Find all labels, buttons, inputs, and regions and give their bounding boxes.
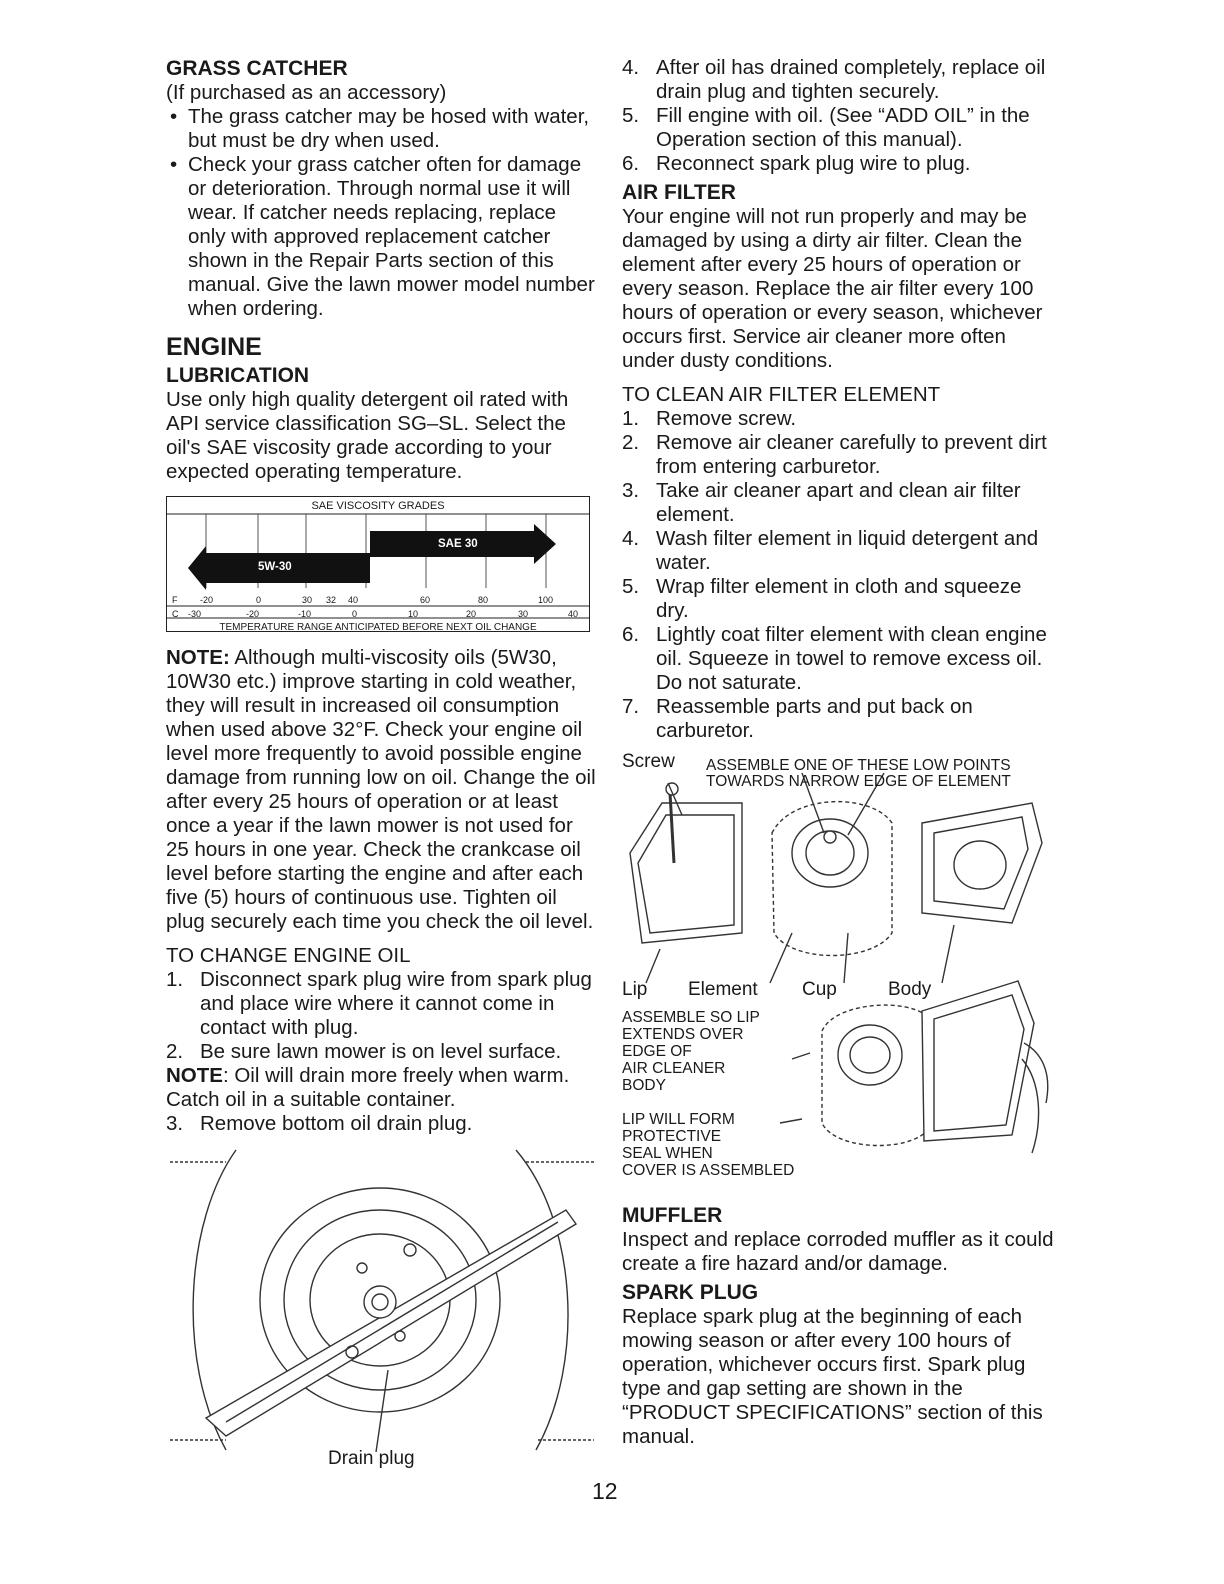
drain-plug-label: Drain plug	[328, 1448, 415, 1469]
step-text: Wrap filter element in cloth and squeeze dry.	[656, 575, 1022, 622]
step-text: Be sure lawn mower is on level surface.	[200, 1040, 562, 1063]
body-label: Body	[888, 979, 932, 1000]
muffler-text: Inspect and replace corroded muffler as it could create a fire hazard and/or damage.	[622, 1228, 1054, 1275]
step-item	[622, 431, 1054, 479]
change-oil-steps	[166, 968, 598, 1064]
bullet-item: • The grass catcher may be hosed with water, but must be dry when used.	[166, 105, 598, 153]
step-number: 3.	[166, 1112, 184, 1135]
screw-label: Screw	[622, 751, 675, 772]
step-text: Remove bottom oil drain plug.	[200, 1112, 473, 1135]
air-filter-text: Your engine will not run properly and may be damaged by using a dirty air filter. Clean the element after every 25 hours of operation or every season. Replace the air filter every 100 hours of operation or every season, whichever occurs first. Service air cleaner more often under dusty conditions.	[622, 205, 1043, 372]
engine-heading: ENGINE	[166, 333, 262, 361]
f-tick: 30	[302, 595, 313, 605]
step-number: 1.	[622, 407, 640, 430]
lip-seal-line: PROTECTIVE	[622, 1128, 722, 1145]
note2-text: : Oil will drain more freely when warm. Catch oil in a suitable container.	[166, 1064, 570, 1111]
change-oil-steps-b	[166, 1112, 598, 1136]
step-text: Lightly coat filter element with clean engine oil. Squeeze in towel to remove excess oil. Do not saturate.	[656, 623, 1047, 694]
step-text: Reconnect spark plug wire to plug.	[656, 152, 971, 175]
chart-footer: TEMPERATURE RANGE ANTICIPATED BEFORE NEXT OIL CHANGE	[219, 622, 537, 633]
clean-filter-steps	[622, 407, 1054, 743]
step-number: 1.	[166, 968, 184, 991]
step-number: 5.	[622, 575, 640, 598]
c-tick: 30	[518, 609, 529, 619]
f-axis-label: F	[172, 595, 178, 605]
step-text: Disconnect spark plug wire from spark plug and place wire where it cannot come in contact with plug.	[200, 968, 592, 1039]
cup-label: Cup	[802, 979, 837, 1000]
assemble-lip-line: BODY	[622, 1077, 666, 1094]
step-number: 3.	[622, 479, 640, 502]
step-item	[622, 104, 1054, 152]
lubrication-text: Use only high quality detergent oil rated with API service classification SG–SL. Select the oil's SAE viscosity grade according to your expected operating temperature.	[166, 388, 569, 483]
step-item	[622, 527, 1054, 575]
step-item	[622, 56, 1054, 104]
step-number: 2.	[166, 1040, 184, 1063]
mower-deck-graphic	[166, 1140, 598, 1470]
step-item	[166, 968, 598, 1040]
step-number: 6.	[622, 152, 640, 175]
note2-label: NOTE	[166, 1064, 223, 1087]
c-tick: 0	[352, 609, 358, 619]
assemble-lip-line: AIR CLEANER	[622, 1060, 726, 1077]
step-text: Wash filter element in liquid detergent and water.	[656, 527, 1039, 574]
assemble-low-line-2: TOWARDS NARROW EDGE OF ELEMENT	[706, 773, 1011, 790]
step-item	[166, 1112, 598, 1136]
lubrication-heading: LUBRICATION	[166, 364, 310, 387]
note-label: NOTE:	[166, 646, 230, 669]
assemble-lip-line: ASSEMBLE SO LIP	[622, 1009, 760, 1026]
step-text: Fill engine with oil. (See “ADD OIL” in the Operation section of this manual).	[656, 104, 1030, 151]
step-text: Remove screw.	[656, 407, 797, 430]
sae-viscosity-chart	[166, 496, 590, 632]
c-tick: 20	[466, 609, 477, 619]
lip-seal-line: SEAL WHEN	[622, 1145, 713, 1162]
f-tick: 100	[538, 595, 554, 605]
spark-plug-text: Replace spark plug at the beginning of each mowing season or after every 100 hours of operation, whichever occurs first. Spark plug type and gap setting are shown in the “PRODUCT SPECIFICATIONS” section of this manual.	[622, 1305, 1043, 1448]
step-text: Take air cleaner apart and clean air filter element.	[656, 479, 1021, 526]
step-number: 6.	[622, 623, 640, 646]
c-tick: -30	[188, 609, 202, 619]
label-5w30: 5W-30	[258, 561, 292, 573]
step-item	[622, 575, 1054, 623]
oil-note	[166, 646, 598, 934]
f-tick: -20	[200, 595, 214, 605]
clean-filter-heading: TO CLEAN AIR FILTER ELEMENT	[622, 383, 941, 406]
f-tick: 32	[326, 595, 337, 605]
f-tick: 0	[256, 595, 262, 605]
left-column	[166, 56, 598, 1470]
drain-plug-illustration	[166, 1140, 598, 1470]
c-tick: -20	[246, 609, 260, 619]
bullet-item: • Check your grass catcher often for damage or deterioration. Through normal use it will wear. If catcher needs replacing, replace only with approved replacement catcher shown in the Repair Parts section of this manual. Give the lawn mower model number when ordering.	[166, 153, 598, 321]
f-tick: 40	[348, 595, 359, 605]
f-tick: 60	[420, 595, 431, 605]
air-filter-illustration	[622, 753, 1054, 1193]
step-item	[622, 623, 1054, 695]
oil-steps-continued	[622, 56, 1054, 176]
step-item	[622, 479, 1054, 527]
element-label: Element	[688, 979, 758, 1000]
note-text: Although multi-viscosity oils (5W30, 10W30 etc.) improve starting in cold weather, they will result in increased oil consumption when used above 32°F. Check your engine oil level more frequently to avoid possible engine damage from running low on oil. Change the oil after every 25 hours of operation or at least once a year if the lawn mower is not used for 25 hours in one year. Check the crankcase oil level before starting the engine and after each five (5) hours of continuous use. Tighten oil plug securely each time you check the oil level.	[166, 646, 596, 933]
c-tick: 10	[408, 609, 419, 619]
c-tick: -10	[298, 609, 312, 619]
grass-catcher-subtitle: (If purchased as an accessory)	[166, 81, 447, 104]
assemble-low-line-1: ASSEMBLE ONE OF THESE LOW POINTS	[706, 757, 1011, 774]
muffler-heading: MUFFLER	[622, 1204, 723, 1227]
change-oil-heading: TO CHANGE ENGINE OIL	[166, 944, 411, 967]
label-sae30: SAE 30	[438, 538, 478, 550]
step-number: 4.	[622, 527, 640, 550]
step-number: 5.	[622, 104, 640, 127]
step-item	[622, 152, 1054, 176]
step-text: After oil has drained completely, replace oil drain plug and tighten securely.	[656, 56, 1046, 103]
step-text: Remove air cleaner carefully to prevent dirt from entering carburetor.	[656, 431, 1047, 478]
assemble-lip-line: EXTENDS OVER	[622, 1026, 744, 1043]
air-filter-heading: AIR FILTER	[622, 181, 736, 204]
f-tick: 80	[478, 595, 489, 605]
page-number: 12	[592, 1478, 618, 1504]
lip-seal-line: LIP WILL FORM	[622, 1111, 735, 1128]
spark-plug-heading: SPARK PLUG	[622, 1281, 759, 1304]
right-column	[622, 56, 1054, 1449]
step-item	[622, 695, 1054, 743]
c-tick: 40	[568, 609, 579, 619]
drain-note	[166, 1064, 598, 1112]
c-axis-label: C	[172, 609, 179, 619]
step-item	[166, 1040, 598, 1064]
lip-label: Lip	[622, 979, 648, 1000]
step-text: Reassemble parts and put back on carburetor.	[656, 695, 973, 742]
grass-catcher-bullets	[166, 105, 598, 321]
assemble-lip-line: EDGE OF	[622, 1043, 692, 1060]
step-item	[622, 407, 1054, 431]
lip-seal-line: COVER IS ASSEMBLED	[622, 1162, 795, 1179]
step-number: 4.	[622, 56, 640, 79]
grass-catcher-heading: GRASS CATCHER	[166, 57, 348, 80]
step-number: 2.	[622, 431, 640, 454]
chart-title: SAE VISCOSITY GRADES	[311, 500, 445, 512]
step-number: 7.	[622, 695, 640, 718]
